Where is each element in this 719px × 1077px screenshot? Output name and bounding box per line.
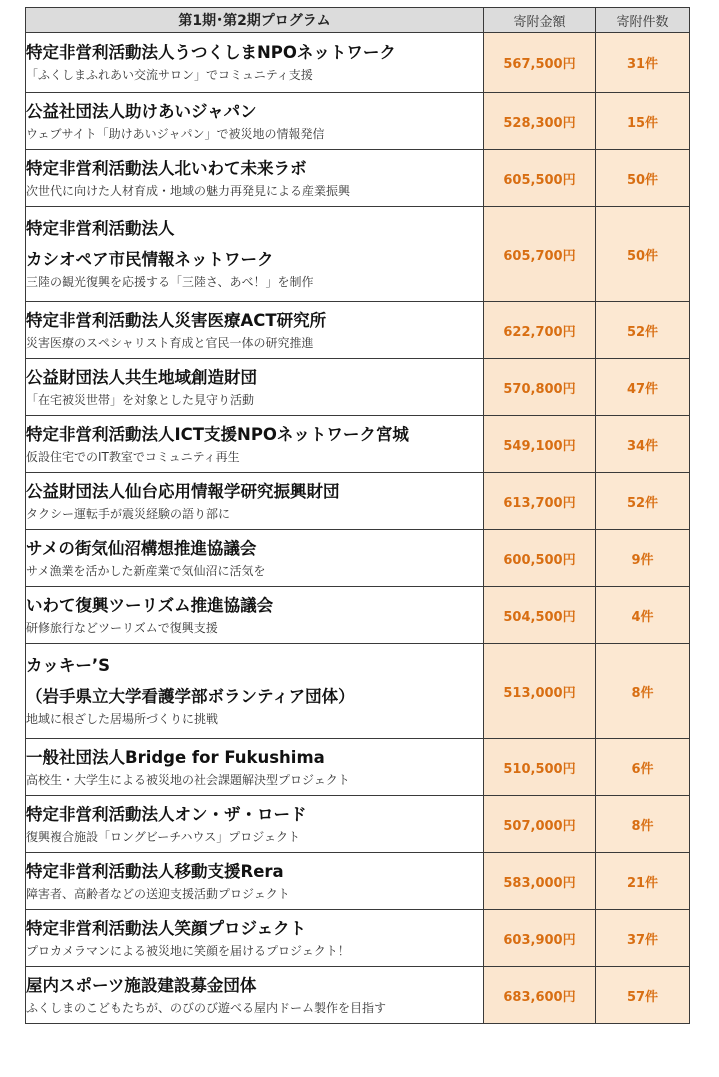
organization-name-line1: 特定非営利活動法人災害医療ACT研究所	[26, 310, 327, 330]
donation-amount: 583,000円	[484, 853, 596, 910]
program-cell	[26, 587, 484, 644]
header-program: 第1期･第2期プログラム	[26, 8, 484, 33]
program-cell	[26, 93, 484, 150]
donation-count: 9件	[596, 530, 690, 587]
donation-count: 37件	[596, 910, 690, 967]
program-cell	[26, 33, 484, 93]
program-cell	[26, 473, 484, 530]
program-description: 「在宅被災世帯」を対象とした見守り活動	[26, 392, 255, 407]
donation-amount: 605,700円	[484, 207, 596, 302]
table-row	[26, 796, 690, 853]
organization-name-line1: 特定非営利活動法人うつくしまNPOネットワーク	[26, 43, 396, 62]
program-cell	[26, 416, 484, 473]
donation-count: 47件	[596, 359, 690, 416]
organization-name-line1: 一般社団法人Bridge for Fukushima	[26, 747, 325, 767]
donation-count: 57件	[596, 967, 690, 1024]
organization-name	[26, 746, 483, 769]
program-cell	[26, 150, 484, 207]
program-cell	[26, 853, 484, 910]
organization-name-line2: カシオペア市民情報ネットワーク	[26, 250, 274, 269]
donation-amount: 622,700円	[484, 302, 596, 359]
organization-name-line1: 屋内スポーツ施設建設募金団体	[26, 975, 257, 995]
donation-count: 31件	[596, 33, 690, 93]
program-cell	[26, 359, 484, 416]
program-cell	[26, 967, 484, 1024]
organization-name-line1: カッキー’S	[26, 656, 110, 675]
program-cell	[26, 207, 484, 302]
organization-name-line1: 特定非営利活動法人ICT支援NPOネットワーク宮城	[26, 424, 409, 444]
organization-name-line1: 公益社団法人助けあいジャパン	[26, 101, 257, 121]
organization-name-line1: 特定非営利活動法人オン・ザ・ロード	[26, 804, 307, 824]
donation-count: 34件	[596, 416, 690, 473]
table-row	[26, 416, 690, 473]
program-description: 「ふくしまふれあい交流サロン」でコミュニティ支援	[26, 68, 313, 82]
program-description: 復興複合施設「ロングビーチハウス」プロジェクト	[26, 829, 300, 844]
table-row	[26, 644, 690, 739]
organization-name-line2: （岩手県立大学看護学部ボランティア団体）	[26, 687, 355, 706]
organization-name-line1: 特定非営利活動法人北いわて未来ラボ	[26, 158, 307, 178]
organization-name	[26, 309, 483, 332]
table-row	[26, 33, 690, 93]
donation-amount: 600,500円	[484, 530, 596, 587]
organization-name-line1: 公益財団法人共生地域創造財団	[26, 367, 257, 387]
table-row	[26, 587, 690, 644]
donation-amount: 570,800円	[484, 359, 596, 416]
program-description: 障害者、高齢者などの送迎支援活動プロジェクト	[26, 886, 290, 901]
donation-count: 8件	[596, 644, 690, 739]
organization-name	[26, 537, 483, 560]
table-header-row	[26, 8, 690, 33]
donation-amount: 513,000円	[484, 644, 596, 739]
table-row	[26, 530, 690, 587]
table-row	[26, 207, 690, 302]
organization-name	[26, 217, 483, 271]
donation-amount: 603,900円	[484, 910, 596, 967]
header-amount: 寄附金額	[484, 8, 596, 33]
program-description: 研修旅行などツーリズムで復興支援	[26, 620, 218, 635]
program-table	[25, 7, 690, 1024]
program-description: 高校生・大学生による被災地の社会課題解決型プロジェクト	[26, 772, 350, 787]
organization-name	[26, 917, 483, 940]
donation-count: 50件	[596, 150, 690, 207]
organization-name	[26, 480, 483, 503]
program-description: 災害医療のスペシャリスト育成と官民一体の研究推進	[26, 335, 314, 350]
donation-count: 50件	[596, 207, 690, 302]
table-row	[26, 910, 690, 967]
donation-count: 6件	[596, 739, 690, 796]
organization-name-line1: 特定非営利活動法人	[26, 219, 175, 238]
table-row	[26, 359, 690, 416]
program-description: 地域に根ざした居場所づくりに挑戦	[26, 712, 219, 726]
program-description: 三陸の観光復興を応援する「三陸さ、あべ！」を制作	[26, 275, 314, 289]
organization-name-line1: 特定非営利活動法人笑顔プロジェクト	[26, 918, 307, 938]
program-cell	[26, 302, 484, 359]
program-cell	[26, 796, 484, 853]
donation-count: 21件	[596, 853, 690, 910]
table-row	[26, 302, 690, 359]
donation-amount: 567,500円	[484, 33, 596, 93]
organization-name	[26, 41, 483, 64]
program-cell	[26, 644, 484, 739]
organization-name	[26, 803, 483, 826]
table-row	[26, 473, 690, 530]
organization-name-line1: サメの街気仙沼構想推進協議会	[26, 538, 257, 558]
donation-amount: 507,000円	[484, 796, 596, 853]
program-description: ウェブサイト「助けあいジャパン」で被災地の情報発信	[26, 126, 325, 141]
donation-amount: 549,100円	[484, 416, 596, 473]
organization-name-line1: 特定非営利活動法人移動支援Rera	[26, 861, 284, 881]
table-row	[26, 93, 690, 150]
table-row	[26, 853, 690, 910]
program-description: プロカメラマンによる被災地に笑顔を届けるプロジェクト！	[26, 943, 350, 958]
program-description: ふくしまのこどもたちが、のびのび遊べる屋内ドーム製作を目指す	[26, 1000, 387, 1015]
organization-name	[26, 366, 483, 389]
program-cell	[26, 739, 484, 796]
organization-name	[26, 157, 483, 180]
donation-count: 52件	[596, 473, 690, 530]
organization-name	[26, 594, 483, 617]
organization-name-line1: いわて復興ツーリズム推進協議会	[26, 595, 274, 615]
table-row	[26, 150, 690, 207]
donation-count: 4件	[596, 587, 690, 644]
donation-count: 8件	[596, 796, 690, 853]
donation-count: 52件	[596, 302, 690, 359]
program-cell	[26, 910, 484, 967]
donation-amount: 510,500円	[484, 739, 596, 796]
program-description: 次世代に向けた人材育成・地域の魅力再発見による産業振興	[26, 183, 351, 198]
header-count: 寄附件数	[596, 8, 690, 33]
donation-amount: 528,300円	[484, 93, 596, 150]
organization-name	[26, 654, 483, 708]
organization-name	[26, 100, 483, 123]
donation-count: 15件	[596, 93, 690, 150]
organization-name	[26, 423, 483, 446]
organization-name-line1: 公益財団法人仙台応用情報学研究振興財団	[26, 481, 340, 501]
organization-name	[26, 860, 483, 883]
organization-name	[26, 974, 483, 997]
donation-amount: 683,600円	[484, 967, 596, 1024]
program-cell	[26, 530, 484, 587]
program-description: 仮設住宅でのIT教室でコミュニティ再生	[26, 449, 240, 464]
table-row	[26, 739, 690, 796]
program-description: サメ漁業を活かした新産業で気仙沼に活気を	[26, 563, 266, 578]
table-row	[26, 967, 690, 1024]
donation-amount: 504,500円	[484, 587, 596, 644]
donation-amount: 613,700円	[484, 473, 596, 530]
donation-amount: 605,500円	[484, 150, 596, 207]
program-description: タクシー運転手が震災経験の語り部に	[26, 506, 231, 521]
